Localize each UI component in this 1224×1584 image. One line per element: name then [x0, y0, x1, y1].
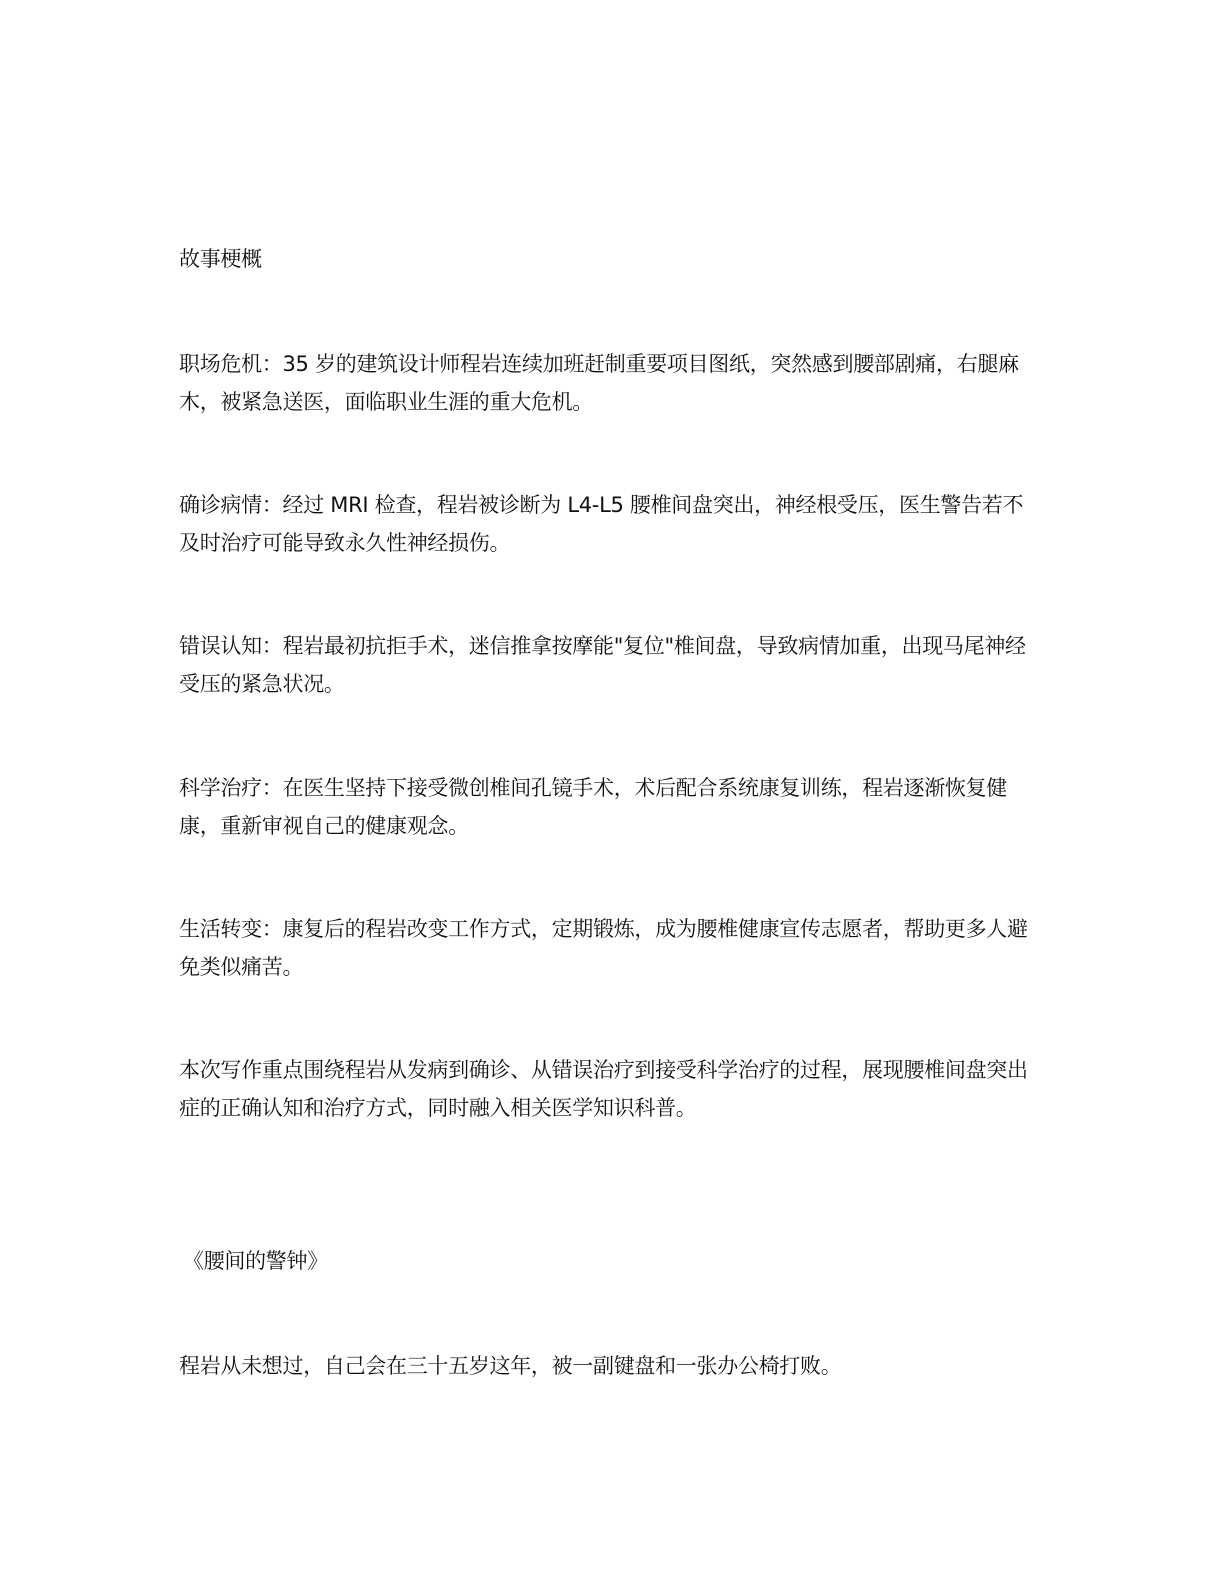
story-title: 《腰间的警钟》 [183, 1249, 328, 1273]
section-heading: 故事梗概 [179, 247, 262, 271]
synopsis-paragraph-writing-focus: 本次写作重点围绕程岩从发病到确诊、从错误治疗到接受科学治疗的过程，展现腰椎间盘突出症的正确认知和治疗方式，同时融入相关医学知识科普。 [179, 1058, 1028, 1120]
synopsis-paragraph-misconception: 错误认知：程岩最初抗拒手术，迷信推拿按摩能"复位"椎间盘，导致病情加重，出现马尾神经受压的紧急状况。 [179, 634, 1026, 696]
synopsis-paragraph-diagnosis: 确诊病情：经过 MRI 检查，程岩被诊断为 L4-L5 腰椎间盘突出，神经根受压，医生警告若不及时治疗可能导致永久性神经损伤。 [179, 493, 1024, 555]
synopsis-paragraph-career-crisis: 职场危机：35 岁的建筑设计师程岩连续加班赶制重要项目图纸，突然感到腰部剧痛，右腿麻木，被紧急送医，面临职业生涯的重大危机。 [179, 352, 1019, 414]
synopsis-paragraph-life-change: 生活转变：康复后的程岩改变工作方式，定期锻炼，成为腰椎健康宣传志愿者，帮助更多人避免类似痛苦。 [179, 917, 1028, 979]
synopsis-paragraph-treatment: 科学治疗：在医生坚持下接受微创椎间孔镜手术，术后配合系统康复训练，程岩逐渐恢复健康，重新审视自己的健康观念。 [179, 776, 1007, 838]
story-opening-line: 程岩从未想过，自己会在三十五岁这年，被一副键盘和一张办公椅打败。 [179, 1354, 842, 1378]
